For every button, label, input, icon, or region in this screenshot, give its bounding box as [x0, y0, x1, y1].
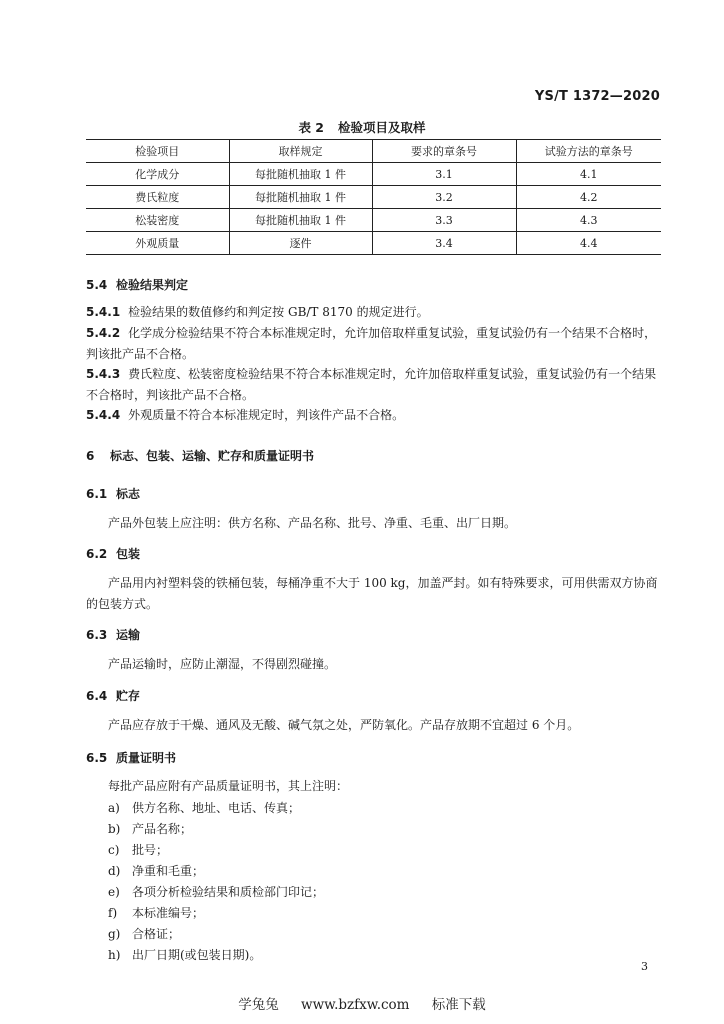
table-row	[86, 163, 661, 186]
table-header-row	[86, 140, 661, 163]
clause-5-4-2: 5.4.2 化学成分检验结果不符合本标准规定时，允许加倍取样重复试验，重复试验仍有一个结果不合格时，判该批产品不合格。	[86, 326, 657, 361]
text-6-4: 产品应存放于干燥、通风及无酸、碱气氛之处，严防氧化。产品存放期不宜超过 6 个月。	[108, 718, 580, 732]
text-6-1: 产品外包装上应注明：供方名称、产品名称、批号、净重、毛重、出厂日期。	[108, 516, 517, 530]
standard-code: YS/T 1372—2020	[534, 89, 660, 104]
footer-site-name: 学兔兔	[238, 997, 279, 1013]
table-cell: 3.1	[372, 163, 516, 186]
list-item: b) 产品名称；	[108, 822, 193, 836]
table-cell: 松装密度	[86, 209, 229, 232]
heading-6-2: 6.2 包装	[86, 547, 141, 561]
list-item: h) 出厂日期(或包装日期)。	[108, 948, 262, 962]
heading-6-3: 6.3 运输	[86, 628, 141, 642]
list-item: g) 合格证；	[108, 927, 181, 941]
table-cell: 3.4	[372, 232, 516, 255]
footer-url[interactable]: www.bzfxw.com	[301, 997, 410, 1013]
list-item: e) 各项分析检验结果和质检部门印记；	[108, 885, 325, 899]
table-cell: 外观质量	[86, 232, 229, 255]
table-cell: 3.3	[372, 209, 516, 232]
list-item: a) 供方名称、地址、电话、传真；	[108, 801, 301, 815]
table-header-cell: 试验方法的章条号	[516, 140, 661, 163]
heading-5-4: 5.4 检验结果判定	[86, 278, 189, 292]
table-cell: 逐件	[229, 232, 372, 255]
table-cell: 4.1	[516, 163, 661, 186]
text-6-3: 产品运输时，应防止潮湿，不得剧烈碰撞。	[108, 657, 337, 671]
table-cell: 每批随机抽取 1 件	[229, 186, 372, 209]
table-header-cell: 检验项目	[86, 140, 229, 163]
table-cell: 4.3	[516, 209, 661, 232]
text-6-5-intro: 每批产品应附有产品质量证明书，其上注明：	[108, 779, 349, 793]
heading-6-4: 6.4 贮存	[86, 689, 141, 703]
list-item: c) 批号；	[108, 843, 169, 857]
table-caption	[0, 118, 724, 136]
table-cell: 每批随机抽取 1 件	[229, 209, 372, 232]
inspection-table	[86, 139, 661, 255]
table-cell: 3.2	[372, 186, 516, 209]
table-header-cell: 要求的章条号	[372, 140, 516, 163]
table-caption-number: 表 2	[298, 120, 325, 135]
table-row	[86, 186, 661, 209]
table-caption-title: 检验项目及取样	[338, 120, 426, 135]
table-cell: 4.4	[516, 232, 661, 255]
heading-6-5: 6.5 质量证明书	[86, 751, 177, 765]
footer-tagline: 标准下载	[431, 997, 486, 1013]
table-cell: 费氏粒度	[86, 186, 229, 209]
heading-6-1: 6.1 标志	[86, 487, 141, 501]
heading-6: 6 标志、包装、运输、贮存和质量证明书	[86, 449, 315, 463]
table-row	[86, 232, 661, 255]
clause-5-4-4: 5.4.4 外观质量不符合本标准规定时，判该件产品不合格。	[86, 408, 405, 422]
table-cell: 化学成分	[86, 163, 229, 186]
page-number: 3	[641, 960, 648, 973]
list-item: f) 本标准编号；	[108, 906, 205, 920]
clause-5-4-3: 5.4.3 费氏粒度、松装密度检验结果不符合本标准规定时，允许加倍取样重复试验，重复试验仍有一个结果不合格时，判该批产品不合格。	[86, 367, 657, 402]
table-row	[86, 209, 661, 232]
table-cell: 4.2	[516, 186, 661, 209]
table-header-cell: 取样规定	[229, 140, 372, 163]
list-item: d) 净重和毛重；	[108, 864, 205, 878]
clause-5-4-1: 5.4.1 检验结果的数值修约和判定按 GB/T 8170 的规定进行。	[86, 305, 429, 319]
text-6-2: 产品用内衬塑料袋的铁桶包装，每桶净重不大于 100 kg，加盖严封。如有特殊要求，可用供需双方协商的包装方式。	[86, 576, 658, 611]
table-cell: 每批随机抽取 1 件	[229, 163, 372, 186]
footer-watermark	[0, 993, 724, 1013]
